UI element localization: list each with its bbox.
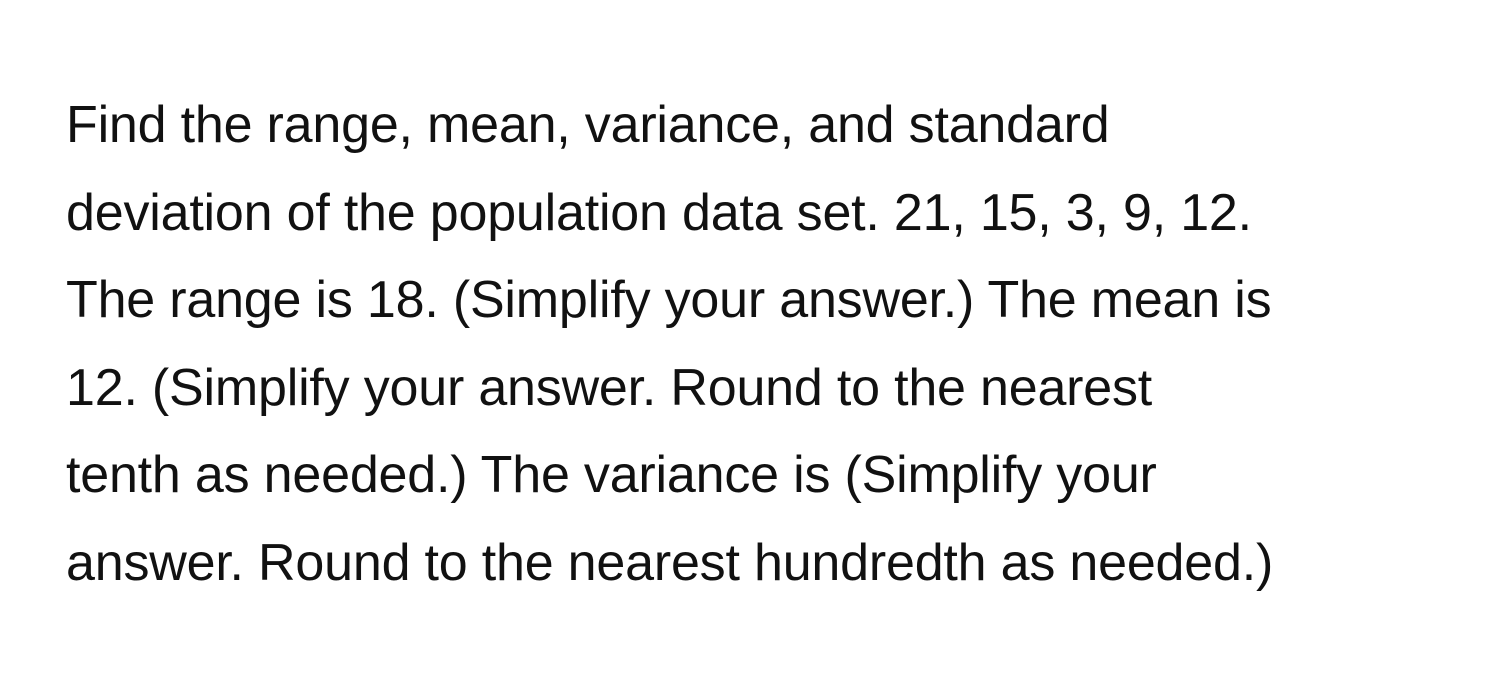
problem-text: [66, 82, 1466, 607]
problem-line-4: 12. (Simplify your answer. Round to the nearest: [66, 358, 1153, 417]
problem-line-6: answer. Round to the nearest hundredth as needed.): [66, 533, 1274, 592]
problem-line-5: tenth as needed.) The variance is (Simplify your: [66, 446, 1157, 504]
problem-line-1: Find the range, mean, variance, and standard: [66, 96, 1110, 154]
problem-line-2: deviation of the population data set. 21, 15, 3, 9, 12.: [66, 183, 1252, 242]
problem-line-3: The range is 18. (Simplify your answer.) The mean is: [66, 271, 1272, 329]
